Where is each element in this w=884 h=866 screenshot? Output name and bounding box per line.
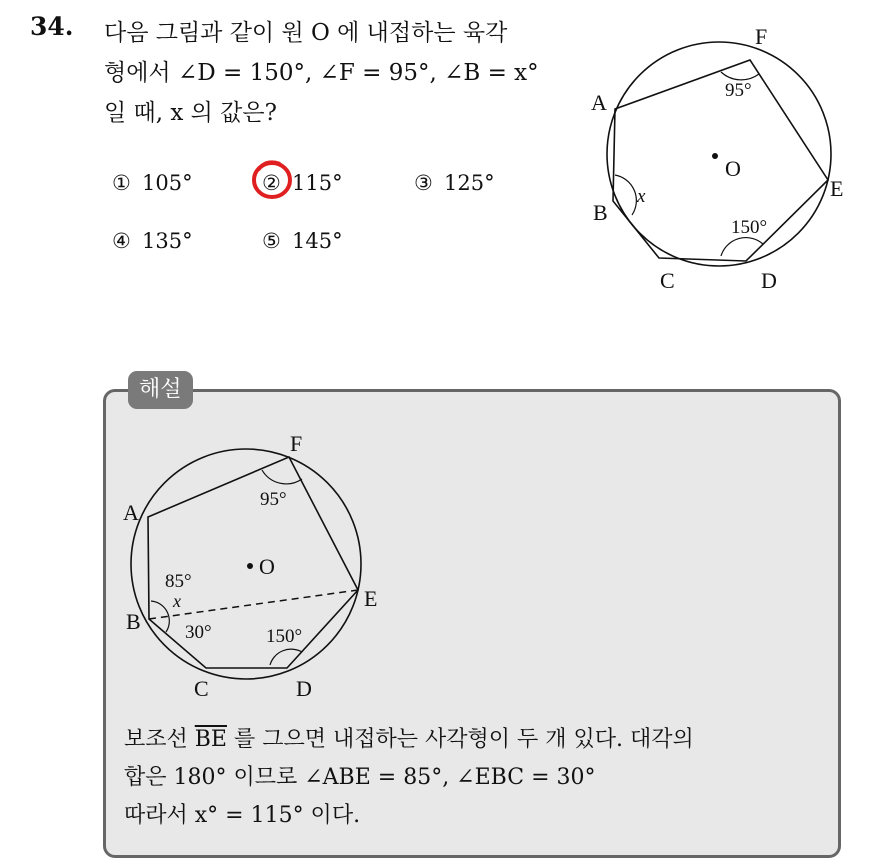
label-c: C <box>194 676 209 701</box>
solution-line-3: 따라서 x° = 115° 이다. <box>124 803 361 828</box>
circle-o <box>131 449 361 679</box>
angle-label-d: 150° <box>731 217 768 238</box>
angle-label-f: 95° <box>725 80 752 101</box>
question-figure <box>585 20 860 295</box>
circle-o <box>607 42 831 266</box>
choice-value: 135° <box>142 229 193 253</box>
label-e: E <box>830 176 844 201</box>
hexagon <box>148 457 358 668</box>
angle-label-ebc: 30° <box>185 622 212 643</box>
question-line-1: 다음 그림과 같이 원 O 에 내접하는 육각 <box>104 20 508 46</box>
choice-value: 105° <box>142 171 193 195</box>
answer-circle-mark <box>248 156 298 204</box>
label-c: C <box>660 268 675 293</box>
question-number: 34. <box>30 12 74 41</box>
choice-mark: ③ <box>414 171 433 195</box>
solution-line-1-pre: 보조선 <box>124 727 195 752</box>
label-f: F <box>755 24 768 49</box>
angle-arc-d <box>721 238 763 256</box>
center-point <box>712 153 718 159</box>
label-b: B <box>126 609 141 634</box>
solution-line-1 <box>124 722 694 753</box>
center-point <box>247 563 253 569</box>
segment-be: $\overline{BE}$ <box>194 727 227 752</box>
label-a: A <box>123 500 139 525</box>
question-line-3: 일 때, x 의 값은? <box>104 100 277 126</box>
choice-4[interactable] <box>112 229 193 253</box>
label-o: O <box>259 554 275 579</box>
angle-label-f: 95° <box>260 489 287 510</box>
solution-line-1-post: 를 그으면 내접하는 사각형이 두 개 있다. 대각의 <box>226 727 694 752</box>
choice-mark: ① <box>112 171 131 195</box>
choice-mark: ④ <box>112 229 131 253</box>
angle-label-b: x <box>637 186 646 207</box>
label-f: F <box>290 431 303 456</box>
label-a: A <box>591 90 607 115</box>
choice-mark: ② <box>262 171 281 195</box>
angle-arc-b <box>615 175 636 215</box>
angle-label-x: x <box>173 591 181 611</box>
choice-value: 115° <box>292 171 343 195</box>
solution-figure <box>118 425 398 710</box>
label-e: E <box>364 586 378 611</box>
label-o: O <box>725 156 741 181</box>
choice-3[interactable] <box>414 171 495 195</box>
label-d: D <box>296 676 312 701</box>
choice-mark: ⑤ <box>262 229 281 253</box>
choice-5[interactable] <box>262 229 343 253</box>
solution-line-2: 합은 180° 이므로 ∠ABE = 85°, ∠EBC = 30° <box>124 765 596 790</box>
choice-1[interactable] <box>112 171 193 195</box>
solution-tab: 해설 <box>128 371 193 409</box>
angle-arc-f <box>721 72 759 80</box>
hexagon <box>613 60 828 261</box>
question-line-2: 형에서 ∠D = 150°, ∠F = 95°, ∠B = x° <box>104 60 539 86</box>
angle-label-d: 150° <box>266 626 303 647</box>
choice-value: 145° <box>292 229 343 253</box>
choice-value: 125° <box>444 171 495 195</box>
label-d: D <box>761 268 777 293</box>
angle-label-abe: 85° <box>165 571 192 592</box>
label-b: B <box>593 200 608 225</box>
